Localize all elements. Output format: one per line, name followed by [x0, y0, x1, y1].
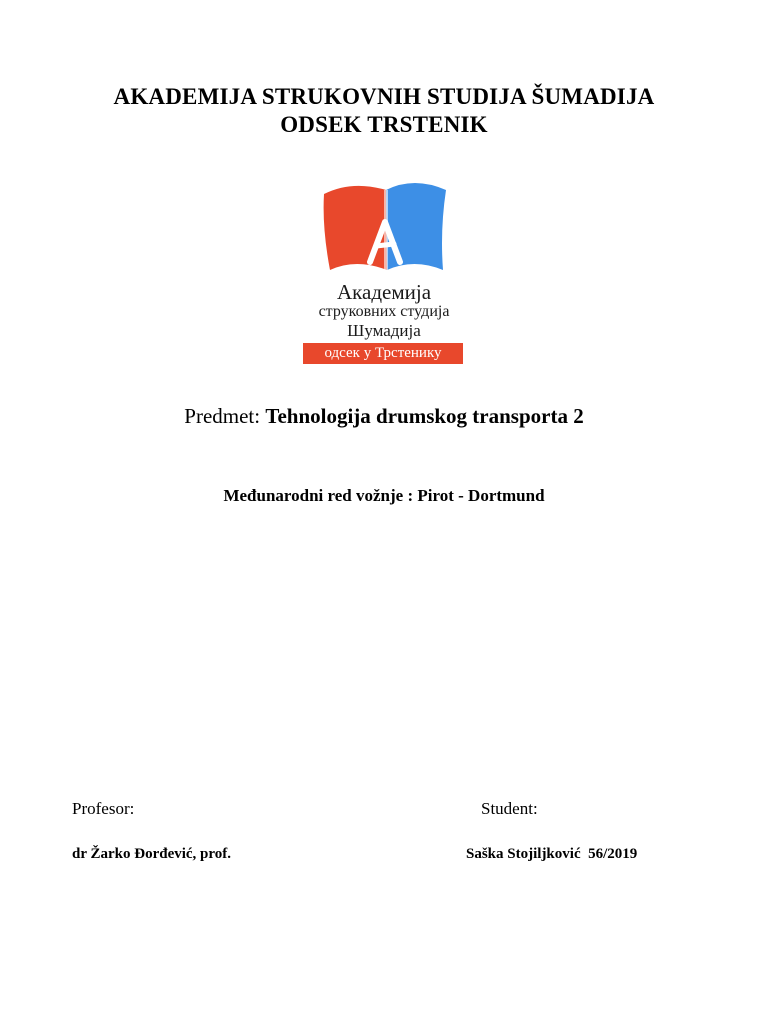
professor-label: Profesor: [72, 799, 135, 818]
student-label: Student: [481, 799, 538, 818]
logo-text-studies: струковних студија [318, 303, 450, 320]
open-book-icon [290, 178, 478, 278]
subject-line [0, 404, 768, 429]
paper-topic: Međunarodni red vožnje : Pirot - Dortmund [223, 486, 545, 505]
subject-label: Predmet: [184, 404, 261, 428]
institution-name: AKADEMIJA STRUKOVNIH STUDIJA ŠUMADIJA [113, 84, 655, 109]
logo-band [303, 343, 463, 364]
logo-text-department: одсек у Трстенику [324, 345, 442, 361]
student-name: Saška Stojiljković 56/2019 [466, 846, 638, 862]
department-name: ODSEK TRSTENIK [280, 112, 488, 137]
professor-name: dr Žarko Đorđević, prof. [72, 846, 232, 862]
academy-logo [290, 178, 478, 368]
logo-text-region: Шумадија [347, 321, 421, 340]
subject-value: Tehnologija drumskog transporta 2 [265, 404, 584, 428]
logo-text-academy: Академија [336, 280, 432, 304]
